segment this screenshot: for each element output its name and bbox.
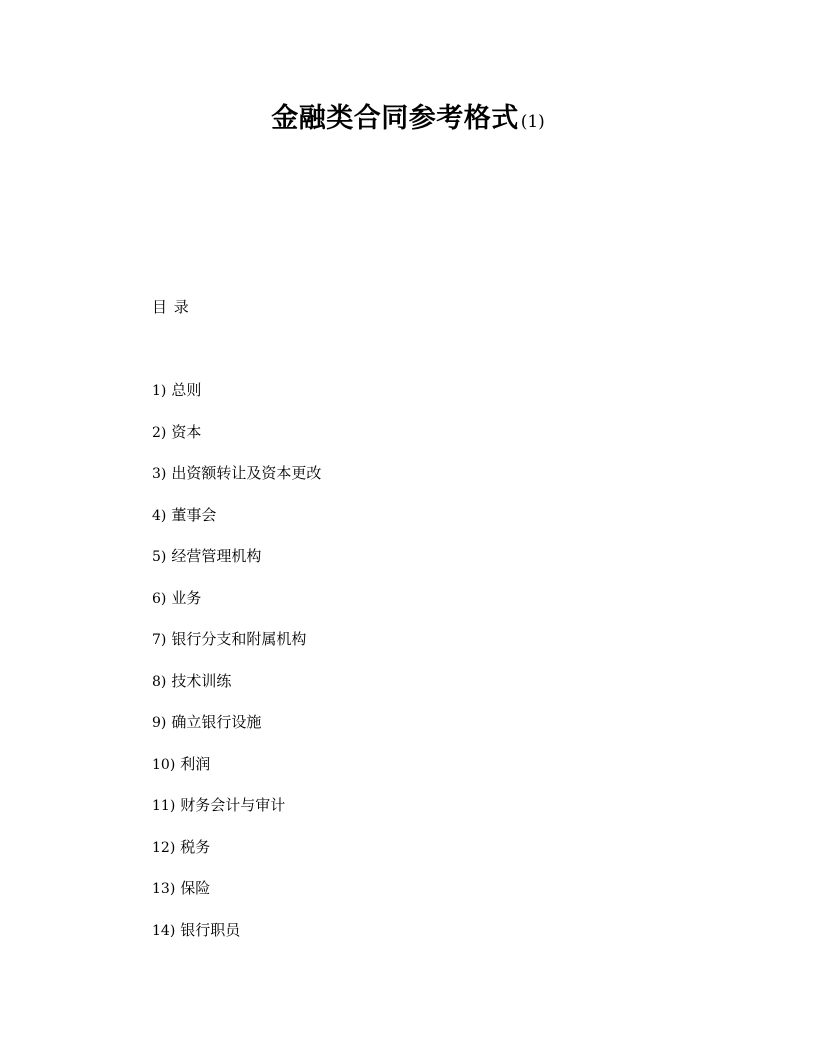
- document-title-suffix: (1): [520, 112, 545, 132]
- toc-item-label: 利润: [180, 754, 211, 773]
- toc-item-label: 银行分支和附属机构: [171, 630, 307, 648]
- toc-item: [152, 463, 321, 505]
- toc-item: [152, 546, 321, 588]
- toc-item-number: 5): [152, 549, 167, 565]
- toc-item-label: 出资额转让及资本更改: [171, 464, 322, 482]
- toc-item-number: 12): [152, 839, 176, 856]
- title-block: [0, 96, 816, 135]
- toc-item: [152, 588, 321, 630]
- toc-item: [152, 795, 321, 837]
- toc-item: [152, 878, 321, 920]
- toc-item-label: 确立银行设施: [171, 713, 262, 731]
- toc-item-label: 总则: [171, 381, 202, 399]
- toc-item-label: 技术训练: [171, 671, 232, 690]
- toc-item: [152, 920, 321, 962]
- toc-item: [152, 754, 321, 796]
- toc-item: [152, 380, 321, 422]
- toc-item-number: 7): [152, 632, 167, 648]
- toc-item-label: 财务会计与审计: [180, 796, 286, 814]
- toc-list: [152, 380, 321, 961]
- toc-item: [152, 671, 321, 713]
- toc-item: [152, 505, 321, 547]
- toc-item-label: 资本: [171, 422, 202, 441]
- toc-item-number: 2): [152, 424, 167, 441]
- toc-item-number: 14): [152, 922, 176, 939]
- toc-item-number: 8): [152, 673, 167, 690]
- toc-item-label: 董事会: [171, 505, 217, 524]
- toc-item-label: 业务: [171, 588, 202, 607]
- toc-item-number: 9): [152, 715, 167, 731]
- toc-item-number: 6): [152, 590, 167, 607]
- document-title: 金融类合同参考格式: [271, 103, 519, 134]
- toc-item-label: 经营管理机构: [171, 547, 262, 565]
- toc-item: [152, 837, 321, 879]
- toc-item-number: 1): [152, 383, 167, 399]
- toc-item-label: 保险: [180, 879, 211, 897]
- toc-item-number: 10): [152, 756, 176, 773]
- toc-item: [152, 712, 321, 754]
- toc-item-number: 13): [152, 881, 176, 897]
- toc-heading: 目 录: [152, 298, 190, 316]
- toc-item: [152, 629, 321, 671]
- toc-item-label: 税务: [180, 837, 211, 856]
- toc-item-label: 银行职员: [180, 920, 241, 939]
- toc-item-number: 11): [152, 798, 176, 814]
- toc-item-number: 4): [152, 507, 167, 524]
- toc-item: [152, 422, 321, 464]
- toc-item-number: 3): [152, 466, 167, 482]
